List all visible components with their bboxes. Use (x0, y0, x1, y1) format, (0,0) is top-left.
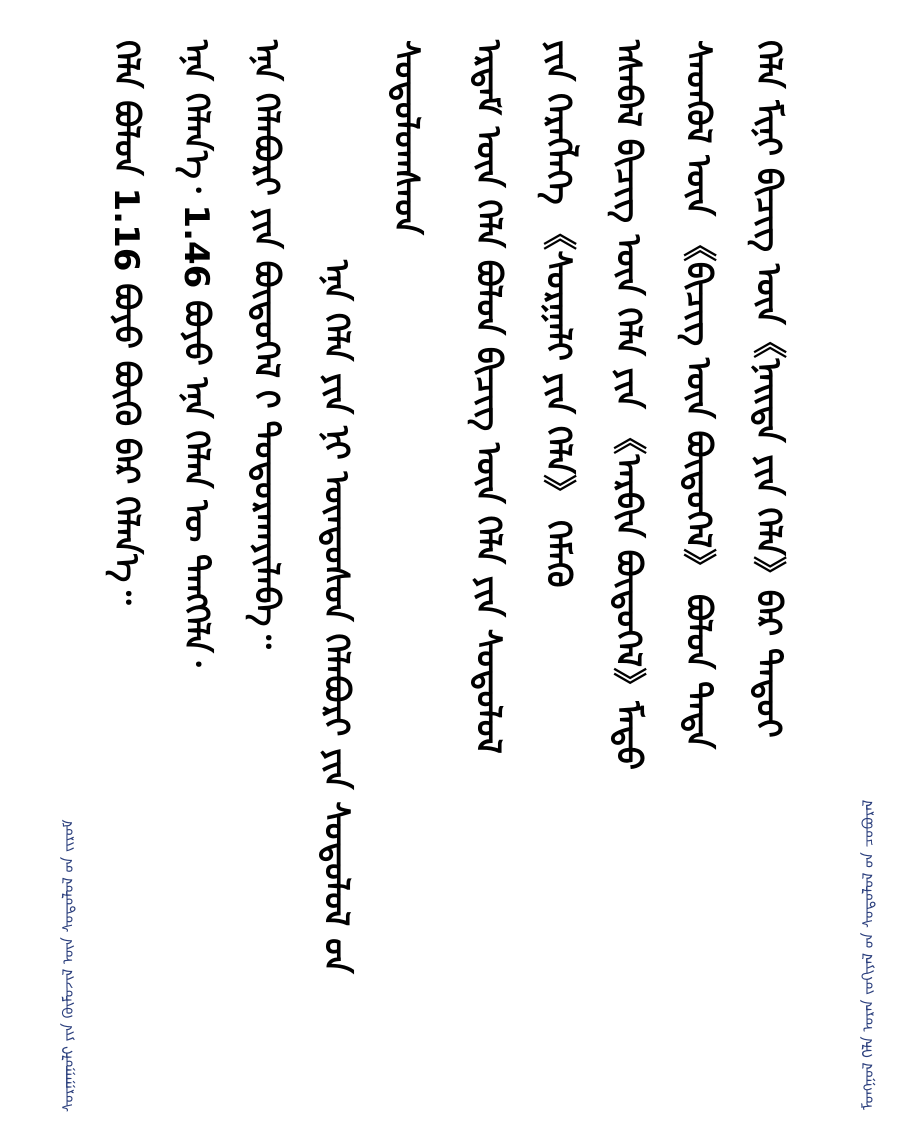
text-column-8: ᠡᠰᠡᠪᠡᠯ ᠪᠢᠴᠢᠭ ᠦᠨ ᠬᠡᠯᠡ ᠶᠢᠨ 《ᠠᠷᠪᠢᠨ ᠪᠦᠲᠦᠭᠡᠯ》ᠮᠡᠲᠦ (608, 40, 648, 770)
text-column-7: ᠶᠢᠨ ᠬᠡᠷᠡᠭᠯᠡᠭᠡ 《ᠰᠤᠷᠭᠠᠯᠢ ᠶᠢᠨ ᠬᠡᠯᠡ》 ᠬᠡᠮᠡᠬᠦ (538, 40, 578, 588)
running-footer: ᠮᠣᠩᠭᠣᠯ ᠬᠡᠯᠡ ᠤᠷᠠᠨ ᠵᠣᠬᠢᠶᠠᠯ ᠤ᠋ᠨ ᠰᠤᠳᠤᠯᠤᠯ ᠤ᠋ᠨ ᠴᠤᠪᠤᠷᠠᠯ (859, 799, 877, 1110)
text-column-2: ᠡᠨᠡ ᠬᠡᠯᠡᠨ᠎ᠡ᠂ 1.46 ᠪᠤᠶᠤ ᠡᠨᠡ ᠬᠡᠯᠡᠨ ᠦ ᠲᠡᠩᠭᠡᠯᠡ᠂ (176, 40, 216, 667)
text-column-6: ᠡᠷᠳᠡᠮ ᠦᠨ ᠬᠡᠯᠡ ᠪᠣᠯᠣᠨ ᠪᠢᠴᠢᠭ ᠦᠨ ᠬᠡᠯᠡ ᠶᠢᠨ ᠰᠤᠳᠤᠯᠤᠯ (468, 40, 508, 754)
text-column-10: ᠬᠡᠯᠡ ᠮᠢᠨᠢ ᠪᠢᠴᠢᠭ ᠦᠨ《ᠨᠡᠢᠲᠡ ᠶᠢᠨ ᠬᠡᠯᠡ》ᠪᠡᠷ ᠲᠡᠳᠦᠢ (748, 40, 788, 738)
text-column-5: ᠰᠤᠳᠤᠯᠤᠭᠰᠠᠳ (386, 40, 426, 235)
running-header: ᠰᠤᠷᠭᠠᠭᠤᠯᠢ ᠶᠢᠨ ᠬᠦᠮᠦᠵᠢᠯ ᠦᠨ ᠰᠤᠳᠤᠯᠤᠯ ᠤ᠋ᠨ ᠵᠢᠷᠤᠮ (59, 819, 77, 1112)
text-column-9: ᠰᠡᠳᠭᠦᠯ ᠦᠨ 《ᠪᠢᠴᠢᠭ ᠦᠨ ᠪᠦᠲᠦᠭᠡᠯ》 ᠪᠣᠯᠤᠨ ᠲᠡᠳᠡ (678, 40, 718, 749)
text-column-4: ᠡᠨᠡ ᠬᠡᠯᠡ ᠶᠢᠨ ᠨᠢ ᠦᠨᠳᠦᠰᠦᠨ ᠬᠡᠯᠡᠪᠦᠷᠢ ᠶᠢᠨ ᠰᠤᠳᠤᠯᠤᠯ ᠤ᠋ᠨ (316, 260, 356, 974)
text-column-3: ᠡᠨᠡ ᠬᠡᠯᠡᠪᠦᠷᠢ ᠶᠢᠨ ᠪᠦᠲᠦᠭᠡᠯ ᠢ᠋ ᠲᠣᠳᠣᠷᠬᠠᠶᠢᠯᠠᠪᠠ᠃ (246, 40, 286, 649)
text-column-1: ᠬᠡᠯᠡ ᠪᠣᠯᠣᠨ 1.16 ᠪᠤᠶᠤ ᠪᠦᠬᠦ ᠪᠡᠷ ᠬᠡᠯᠡᠨ᠎ᠡ᠃ (106, 40, 146, 605)
